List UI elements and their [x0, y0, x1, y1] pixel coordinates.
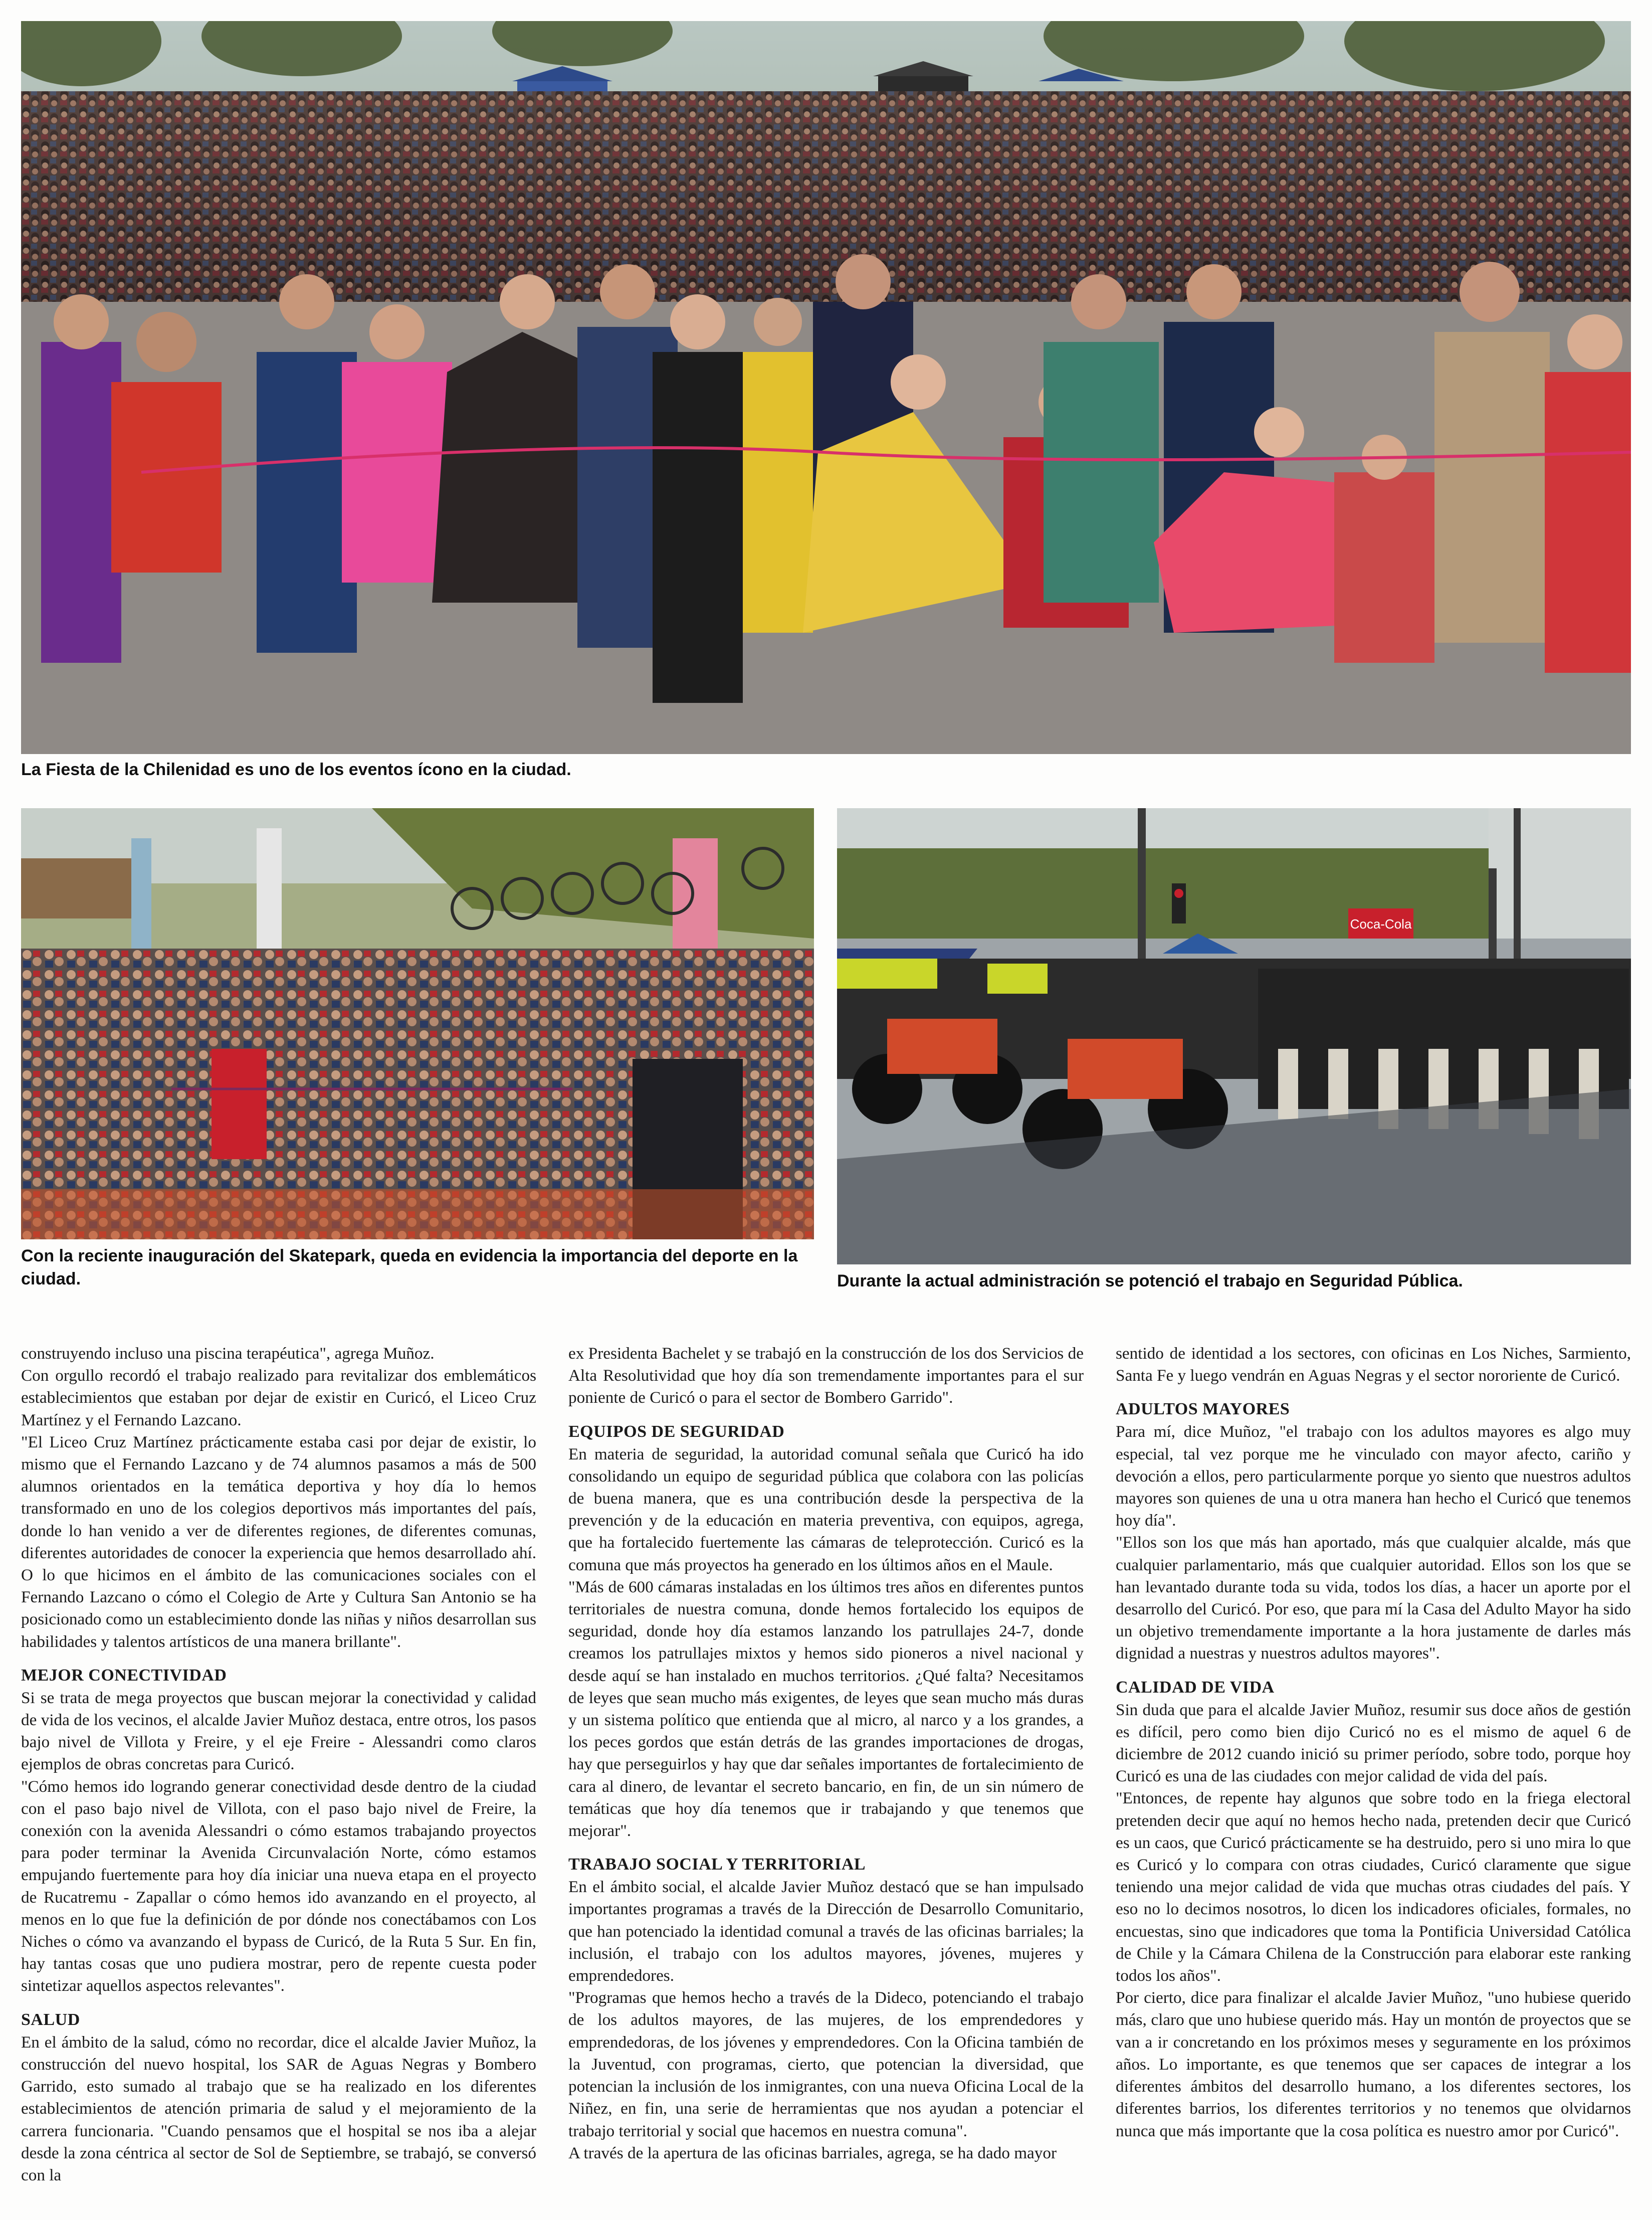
article-column-1	[21, 1343, 536, 2210]
paragraph: Para mí, dice Muñoz, "el trabajo con los adultos mayores es algo muy especial, tal vez porque me he vinculado con mayor afecto, cariño y devoción a ellos, pero particularmente porque yo siento que nuestros adultos mayores son quienes de una u otra manera han hecho el Curicó que tenemos hoy día".	[1116, 1422, 1631, 1530]
paragraph: "Cómo hemos ido logrando generar conectividad desde dentro de la ciudad con el paso bajo nivel de Villota, con el paso bajo nivel de Freire, la conexión con la avenida Alessandri o cómo estamos trabajando proyectos para poder terminar la Avenida Circunvalación Norte, cómo estamos empujando fuertemente para hoy día iniciar una nueva etapa en el proyecto de Rucatremu - Zapallar o cómo hemos ido avanzando en el proyecto, al menos en lo que fue la definición de por dónde nos conectábamos con Los Niches o cómo va avanzando el bypass de Curicó, de la Ruta 5 Sur. En fin, hay tantas cosas que uno pudiera mostrar, pero de repente cuesta poder sintetizar aquellos aspectos relevantes".	[21, 1777, 536, 1995]
paragraph: construyendo incluso una piscina terapéutica", agrega Muñoz.	[21, 1344, 435, 1363]
caption-fiesta: La Fiesta de la Chilenidad es uno de los eventos ícono en la ciudad.	[21, 760, 571, 779]
caption-skatepark: Con la reciente inauguración del Skatepark, queda en evidencia la importancia del deporte en la ciudad.	[21, 1246, 798, 1288]
paragraph: En el ámbito de la salud, cómo no recordar, dice el alcalde Javier Muñoz, la construcción del nuevo hospital, los SAR de Aguas Negras y Bombero Garrido, esto sumado al trabajo que se ha realizado en los diferentes establecimientos de atención primaria de salud y el mejoramiento de la carrera funcionaria. "Cuando pensamos que el hospital se nos iba a alejar desde la zona céntrica al sector de Sol de Septiembre, se trabajó, se conversó con la	[21, 2032, 536, 2184]
photo-fiesta-chilenidad	[21, 21, 1631, 754]
section-heading-adultos-mayores: ADULTOS MAYORES	[1116, 1400, 1290, 1419]
section-heading-seguridad: EQUIPOS DE SEGURIDAD	[568, 1422, 785, 1441]
paragraph: En el ámbito social, el alcalde Javier Muñoz destacó que se han impulsado importantes programas a través de la Dirección de Desarrollo Comunitario, que han potenciado la identidad comunal a través de las oficinas barriales; la inclusión, el trabajo con los adultos mayores, jóvenes, mujeres y emprendedores.	[568, 1878, 1084, 1985]
caption-seguridad: Durante la actual administración se potenció el trabajo en Seguridad Pública.	[837, 1271, 1463, 1290]
paragraph: ex Presidenta Bachelet y se trabajó en la construcción de los dos Servicios de Alta Resolutividad que hoy día son tremendamente importantes para el sur poniente de Curicó o para el sector de Bombero Garrido".	[568, 1344, 1084, 1407]
paragraph: "Ellos son los que más han aportado, más que cualquier alcalde, más que cualquier parlamentario, más que cualquier autoridad. Ellos son los que se han levantado durante toda su vida, todos los días, a hacer un aporte por el desarrollo del Curicó. Por eso, que para mí la Casa del Adulto Mayor ha sido un objetivo tremendamente importante a la hora justamente de darles más dignidad a nuestras y nuestros adultos mayores".	[1116, 1533, 1631, 1663]
section-heading-salud: SALUD	[21, 2010, 80, 2029]
paragraph: "El Liceo Cruz Martínez prácticamente estaba casi por dejar de existir, lo mismo que el Fernando Lazcano y de 74 alumnos pasamos a más de 500 alumnos orientados en la temática deportiva y hoy día lo hemos transformado en uno de los colegios deportivos más importantes del país, donde lo han venido a ver de diferentes regiones, de diferentes comunas, diferentes autoridades de conocer la experiencia que hemos desarrollado ahí. O lo que hicimos en el ámbito de las comunicaciones sociales con el Fernando Lazcano o cómo el Colegio de Arte y Cultura San Antonio se ha posicionado como un establecimiento donde las niñas y niños desarrollan sus habilidades y talentos artísticos de una manera brillante".	[21, 1432, 536, 1651]
coca-cola-logo: Coca-Cola	[1350, 916, 1412, 932]
article-column-3	[1116, 1343, 1631, 2210]
section-heading-conectividad: MEJOR CONECTIVIDAD	[21, 1666, 227, 1685]
paragraph: "Entonces, de repente hay algunos que sobre todo en la friega electoral pretenden decir que aquí no hemos hecho nada, pretenden decir que Curicó es un caos, que Curicó prácticamente se ha destruido, pero si uno mira lo que es Curicó y lo compara con otras ciudades, Curicó claramente que sigue teniendo una mejor calidad de vida que muchas otras ciudades del país. Y eso no lo decimos nosotros, lo dicen los indicadores oficiales, formales, no encuestas, sino que indicadores que toma la Pontificia Universidad Católica de Chile y la Cámara Chilena de la Construcción para elaborar este ranking todos los años".	[1116, 1789, 1631, 1985]
paragraph: Sin duda que para el alcalde Javier Muñoz, resumir sus doce años de gestión es difícil, pero como bien dijo Curicó no es el mismo de aquel 6 de diciembre de 2012 cuando inició su primer período, sobre todo, porque hoy Curicó es una de las ciudades con mejor calidad de vida del país.	[1116, 1700, 1631, 1786]
section-heading-calidad-de-vida: CALIDAD DE VIDA	[1116, 1678, 1275, 1697]
paragraph: A través de la apertura de las oficinas barriales, agrega, se ha dado mayor	[568, 2143, 1057, 2162]
front-row-people	[21, 254, 1631, 754]
paragraph: Por cierto, dice para finalizar el alcalde Javier Muñoz, "uno hubiese querido más, claro que uno hubiese querido más. Hay un montón de proyectos que se van a ir concretando en los próximos meses y seguramente en los próximos años. Lo importante, es que tenemos que ser capaces de integrar a los diferentes ámbitos del desarrollo humano, a los diferentes sectores, los diferentes barrios, los diferentes territorios y no tenemos que olvidarnos nunca que más importante que la cosa política es nuestro amor por Curicó".	[1116, 1988, 1631, 2140]
section-heading-trabajo-social: TRABAJO SOCIAL Y TERRITORIAL	[568, 1855, 866, 1874]
paragraph: En materia de seguridad, la autoridad comunal señala que Curicó ha ido consolidando un equipo de seguridad pública que colabora con las policías de buena manera, que es una contribución desde la perspectiva de la prevención y de la educación en materia preventiva, con equipos, agrega, que ha fortalecido fuertemente las cámaras de teleprotección. Curicó es la comuna que más proyectos ha generado en los últimos años en el Maule.	[568, 1444, 1084, 1574]
paragraph: Si se trata de mega proyectos que buscan mejorar la conectividad y calidad de vida de los vecinos, el alcalde Javier Muñoz destaca, entre otros, los pasos bajo nivel de Villota y Freire, y el eje Freire - Alessandri como claros ejemplos de obras concretas para Curicó.	[21, 1688, 536, 1774]
paragraph: "Más de 600 cámaras instaladas en los últimos tres años en diferentes puntos territoriales de nuestra comuna, donde hemos fortalecido los equipos de seguridad, donde hoy día estamos lanzando los patrullajes 24-7, donde creamos los patrullajes mixtos y hemos sido pioneros a nivel nacional y desde aquí se han instalado en muchos territorios. ¿Qué falta? Necesitamos de leyes que sean mucho más exigentes, de leyes que sean mucho más duras y un sistema político que entienda que al micro, al narco y a los grandes, a los peces gordos que están detrás de las grandes importaciones de drogas, hay que perseguirlos y hay que dar señales importantes de fortalecimiento de cara al dinero, de levantar el secreto bancario, en fin, de un sin número de temáticas que hoy día tenemos que ir trabajando y que tenemos que mejorar".	[568, 1577, 1084, 1840]
photo-seguridad	[837, 808, 1631, 1264]
paragraph: "Programas que hemos hecho a través de la Dideco, potenciando el trabajo de los adultos mayores, de las mujeres, de los emprendedores y emprendedoras, de los jóvenes y emprendedores. Con la Oficina también de la Juventud, con programas, cierto, que potencian la diversidad, que potencian la inclusión de los inmigrantes, con una nueva Oficina Local de la Niñez, en fin, una serie de herramientas que nos ayudan a potenciar el trabajo territorial y social que hacemos en nuestra comuna".	[568, 1988, 1084, 2140]
paragraph: Con orgullo recordó el trabajo realizado para revitalizar dos emblemáticos establecimientos que estaban por dejar de existir en Curicó, el Liceo Cruz Martínez y el Fernando Lazcano.	[21, 1366, 536, 1429]
photo-skatepark	[21, 808, 814, 1239]
paragraph: sentido de identidad a los sectores, con oficinas en Los Niches, Sarmiento, Santa Fe y luego vendrán en Aguas Negras y el sector nororiente de Curicó.	[1116, 1344, 1631, 1385]
article-column-2	[568, 1343, 1084, 2210]
